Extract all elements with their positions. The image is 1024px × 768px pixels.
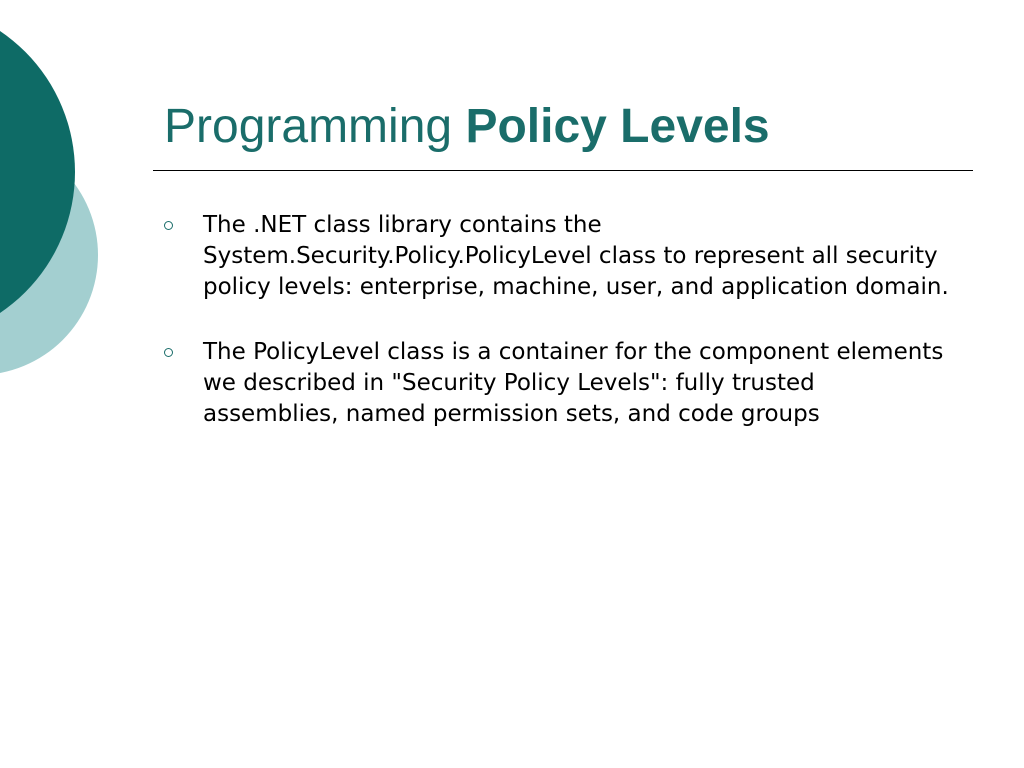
hollow-circle-bullet-icon <box>164 348 173 357</box>
bullet-text: The PolicyLevel class is a container for the component elements we described in "Security Policy Levels": fully trusted assemblies, named permission sets, and code groups <box>203 339 944 427</box>
hollow-circle-bullet-icon <box>164 221 173 230</box>
bullet-text: The .NET class library contains the System.Security.Policy.PolicyLevel class to represent all security policy levels: enterprise, machine, user, and application domain. <box>203 212 949 300</box>
slide-title <box>164 98 770 156</box>
slide-title-bold: Policy Levels <box>465 100 770 153</box>
bullet-item <box>164 210 954 303</box>
bullet-list <box>164 210 954 464</box>
decorative-circles <box>0 0 110 420</box>
title-divider <box>153 170 973 171</box>
slide-title-regular: Programming <box>164 100 466 153</box>
bullet-item <box>164 337 954 430</box>
